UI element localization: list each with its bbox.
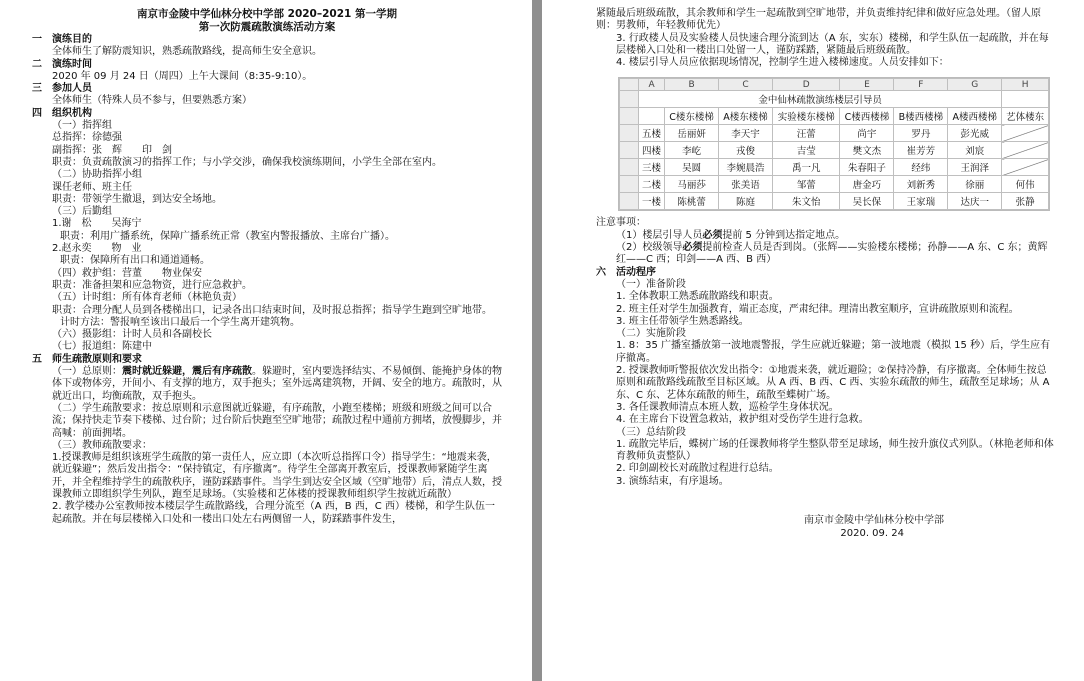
sheet-cell[interactable] [1002, 125, 1049, 142]
sheet-header-cell[interactable]: B楼西楼梯 [894, 108, 948, 125]
document-page-right[interactable] [542, 0, 1084, 681]
sheet-cell[interactable]: 王润泽 [948, 159, 1002, 176]
section-heading: 三 参加人员 [32, 83, 92, 95]
paragraph: （1）楼层引导人员必须提前 5 分钟到达指定地点。 [616, 229, 846, 241]
sheet-cell[interactable]: 陈庭 [719, 193, 773, 210]
sheet-cell[interactable]: 马丽莎 [665, 176, 719, 193]
paragraph: 1. 8：35 广播室播放第一波地震警报，学生应就近躲避；第一波地震（模拟 15 秒）后，学生应有序撤离。 [616, 340, 1051, 364]
paragraph: 职责：合理分配人员到各楼梯出口，记录各出口结束时间，及时报总指挥；指导学生跑到空旷地带。 [52, 304, 492, 316]
subheading: （七）报道组：陈建中 [52, 341, 152, 353]
paragraph: 2. 印剑副校长对疏散过程进行总结。 [616, 463, 779, 475]
paragraph: 计时方法：警报响至该出口最后一个学生离开建筑物。 [60, 316, 300, 328]
table-row [620, 125, 1049, 142]
sheet-cell[interactable]: 吉莹 [772, 142, 839, 159]
sheet-column-letter[interactable]: H [1002, 79, 1049, 91]
sheet-cell[interactable]: 刘宸 [948, 142, 1002, 159]
sheet-header-cell[interactable]: 艺体楼东 [1002, 108, 1049, 125]
sheet-header-cell[interactable] [639, 108, 665, 125]
sheet-cell[interactable]: 李屹 [665, 142, 719, 159]
sheet-header-cell[interactable]: A楼西楼梯 [948, 108, 1002, 125]
paragraph: 1.谢 松 吴海宁 [52, 218, 142, 230]
sheet-header-cell[interactable]: C楼东楼梯 [665, 108, 719, 125]
sheet-row-number[interactable] [620, 193, 639, 210]
sheet-cell[interactable] [1002, 91, 1049, 108]
sheet-cell[interactable]: 四楼 [639, 142, 665, 159]
paragraph: 2. 教学楼办公室教师按本楼层学生疏散路线，合理分流至（A 西，B 西，C 西）楼梯，和学生队伍一起疏散。并在每层楼梯入口处和一楼出口处左右两侧留一人，防踩踏事件发生， [52, 501, 495, 525]
paragraph: 紧随最后班级疏散，其余教师和学生一起疏散到空旷地带，并负责维持纪律和做好应急处理。（留人原则：男教师，年轻教师优先） [596, 8, 1041, 32]
sheet-cell[interactable]: 汪蕾 [772, 125, 839, 142]
sheet-column-letter[interactable]: B [665, 79, 719, 91]
sheet-column-letter[interactable]: C [719, 79, 773, 91]
sheet-row-number[interactable] [620, 108, 639, 125]
paragraph: 全体师生了解防震知识，熟悉疏散路线，提高师生安全意识。 [52, 46, 322, 58]
sheet-cell[interactable]: 岳丽妍 [665, 125, 719, 142]
sheet-cell[interactable]: 李婉晨浩 [719, 159, 773, 176]
section-heading: 四 组织机构 [32, 107, 92, 119]
sheet-cell[interactable]: 徐丽 [948, 176, 1002, 193]
sheet-column-letter[interactable]: G [948, 79, 1002, 91]
sheet-column-letter[interactable]: F [894, 79, 948, 91]
signature-date: 2020. 09. 24 [840, 528, 904, 540]
paragraph: 职责：利用广播系统，保障广播系统正常（教室内警报播放、主席台广播）。 [60, 230, 395, 242]
table-row [620, 193, 1049, 210]
sheet-cell[interactable]: 朱文怡 [772, 193, 839, 210]
subheading: （三）后勤组 [52, 206, 112, 218]
paragraph: 总指挥：徐德强 [52, 132, 122, 144]
doc-title-line1: 南京市金陵中学仙林分校中学部 2020–2021 第一学期 [136, 8, 397, 20]
section-heading: 五 师生疏散原则和要求 [32, 353, 142, 365]
sheet-column-header-row [620, 79, 1049, 91]
sheet-cell[interactable]: 禹一凡 [772, 159, 839, 176]
paragraph: 职责：带领学生撤退，到达安全场地。 [52, 193, 222, 205]
sheet-row-number[interactable] [620, 176, 639, 193]
paragraph: 4. 在主席台下设置急救站，救护组对受伤学生进行急救。 [616, 414, 869, 426]
subheading: （四）救护组：营董 物业保安 [52, 267, 202, 279]
embedded-spreadsheet[interactable] [618, 77, 1050, 211]
sheet-cell[interactable]: 三楼 [639, 159, 665, 176]
paragraph: 3. 班主任带领学生熟悉路线。 [616, 315, 749, 327]
sheet-title-row [620, 91, 1049, 108]
sheet-title-cell[interactable]: 金中仙林疏散演练楼层引导员 [639, 91, 1002, 108]
sheet-header-row [620, 108, 1049, 125]
subheading: （二）协助指挥小组 [52, 169, 142, 181]
paragraph: 2.赵永奕 物 业 [52, 243, 142, 255]
subheading: （一）指挥组 [52, 120, 112, 132]
sheet-corner[interactable] [620, 79, 639, 91]
sheet-cell[interactable]: 吴圆 [665, 159, 719, 176]
sheet-cell[interactable]: 崔芳芳 [894, 142, 948, 159]
sheet-column-letter[interactable]: A [639, 79, 665, 91]
sheet-cell[interactable]: 唐金巧 [840, 176, 894, 193]
sheet-cell[interactable]: 李天宇 [719, 125, 773, 142]
section-heading: 一 演练目的 [32, 34, 92, 45]
guide-table [619, 78, 1049, 210]
doc-title-line2: 第一次防震疏散演练活动方案 [198, 21, 336, 33]
document-page-left[interactable] [0, 0, 532, 681]
sheet-row-number[interactable] [620, 142, 639, 159]
table-row [620, 142, 1049, 159]
sheet-cell[interactable]: 张静 [1002, 193, 1049, 210]
paragraph: 4. 楼层引导人员应依据现场情况，控制学生进入楼梯速度。人员安排如下： [616, 57, 949, 69]
sheet-cell[interactable]: 陈桃蕾 [665, 193, 719, 210]
sheet-row-number[interactable] [620, 125, 639, 142]
paragraph: （二）学生疏散要求：按总原则和示意图就近躲避，有序疏散，小跑至楼梯；班级和班级之间可以合流；保持快走节奏下楼梯、过台阶；过台阶后快跑至空旷地带；疏散过程中通前方拥堵，放慢脚步，并高喊：前面拥堵。 [52, 402, 502, 439]
paragraph: 全体师生（特殊人员不参与，但要熟悉方案） [52, 95, 252, 107]
paragraph: 职责：准备担架和应急物资，进行应急救护。 [52, 279, 252, 291]
paragraph: 2. 授课教师听警报依次发出指令：①地震来袭，就近避险；②保持冷静，有序撤离。全体师生按总原则和疏散路线疏散至目标区域。从 A 西、B 西、C 西、实验东疏散的师生，疏散至足球场；从 A 东、C 东、艺体东疏散的师生，疏散至蝶树广场。 [616, 365, 1050, 401]
sheet-cell[interactable] [1002, 159, 1049, 176]
paragraph: 职责：保障所有出口和通道通畅。 [60, 255, 210, 267]
sheet-cell[interactable]: 刘新秀 [894, 176, 948, 193]
sheet-cell[interactable]: 吴长保 [840, 193, 894, 210]
emphasis: 震时就近躲避，震后有序疏散 [122, 366, 252, 378]
emphasis: 必须 [682, 242, 703, 254]
paragraph: 3. 行政楼人员及实验楼人员快速合理分流到达（A 东，实东）楼梯，和学生队伍一起疏散，并在每层楼梯入口处和一楼出口处留一人，谨防踩踏，紧随最后班级疏散。 [616, 32, 1049, 56]
paragraph: 课任老师、班主任 [52, 181, 132, 193]
sheet-cell[interactable]: 经纬 [894, 159, 948, 176]
emphasis: 必须 [702, 229, 723, 241]
table-row [620, 159, 1049, 176]
paragraph: 2. 班主任对学生加强教育，端正态度，严肃纪律。理清出教室顺序，宣讲疏散原则和流程。 [616, 303, 1019, 315]
subheading: （六）摄影组：计时人员和各副校长 [52, 329, 212, 341]
paragraph: 1. 全体教职工熟悉疏散路线和职责。 [616, 291, 779, 303]
subheading: （三）总结阶段 [616, 426, 686, 438]
sheet-column-letter[interactable]: E [840, 79, 894, 91]
sheet-cell[interactable] [1002, 142, 1049, 159]
paragraph: 1. 疏散完毕后，蝶树广场的任课教师将学生整队带至足球场，师生按升旗仪式列队。（林艳老师和体育教师负责整队） [616, 438, 1054, 463]
paragraph: 1.授课教师是组织该班学生疏散的第一责任人，应立即（本次听总指挥口令）指导学生：“地震来袭，就近躲避”；然后发出指令：“保持镇定，有序撤离”。待学生全部离开教室后，授课教师紧随学生离开，并全程维持学生的疏散秩序，谨防踩踏事件。当学生到达安全区域（空旷地带）后，清点人数，授课教师立即组织学生列队，跑至足球场。（实验楼和艺体楼的授课教师组织学生按就近疏散） [52, 452, 502, 500]
sheet-header-cell[interactable]: C楼西楼梯 [840, 108, 894, 125]
paragraph: 3. 演练结束，有序退场。 [616, 475, 729, 487]
sheet-cell[interactable]: 一楼 [639, 193, 665, 210]
sheet-header-cell[interactable]: A楼东楼梯 [719, 108, 773, 125]
sheet-cell[interactable]: 何伟 [1002, 176, 1049, 193]
paragraph: （2）校级领导必须提前检查人员是否到岗。（张辉——实验楼东楼梯；孙静——A 东、C 东；黄辉红——C 西；印剑——A 西、B 西） [616, 242, 1048, 266]
paragraph: 2020 年 09 月 24 日（周四）上午大课间（8:35-9:10）。 [52, 70, 313, 82]
signature-org: 南京市金陵中学仙林分校中学部 [804, 515, 944, 527]
sheet-cell[interactable]: 罗丹 [894, 125, 948, 142]
sheet-row-number[interactable] [620, 159, 639, 176]
sheet-cell[interactable]: 五楼 [639, 125, 665, 142]
paragraph: 职责：负责疏散演习的指挥工作；与小学交涉，确保我校演练期间，小学生全部在室内。 [52, 156, 442, 168]
sheet-cell[interactable]: 邹蕾 [772, 176, 839, 193]
subheading: （五）计时组：所有体育老师（林艳负责） [52, 292, 242, 304]
sheet-cell[interactable]: 张美语 [719, 176, 773, 193]
sheet-cell[interactable]: 樊文杰 [840, 142, 894, 159]
subheading: （一）准备阶段 [616, 278, 686, 290]
sheet-cell[interactable]: 朱春阳子 [840, 159, 894, 176]
sheet-header-cell[interactable]: 实验楼东楼梯 [772, 108, 839, 125]
paragraph: 副指挥：张 辉 印 剑 [52, 144, 172, 156]
subheading: （二）实施阶段 [616, 328, 686, 340]
section-heading: 二 演练时间 [32, 58, 92, 70]
table-row [620, 176, 1049, 193]
sheet-cell[interactable]: 尚宇 [840, 125, 894, 142]
sheet-row-number[interactable] [620, 91, 639, 108]
section-heading: 六 活动程序 [596, 266, 656, 278]
sheet-cell[interactable]: 王家瑞 [894, 193, 948, 210]
sheet-cell[interactable]: 戎俊 [719, 142, 773, 159]
sheet-cell[interactable]: 彭光威 [948, 125, 1002, 142]
sheet-cell[interactable]: 二楼 [639, 176, 665, 193]
subheading: 注意事项： [596, 217, 646, 229]
paragraph: （一）总原则：震时就近躲避，震后有序疏散。躲避时，室内要选择结实、不易倾倒、能掩护身体的物体下或物体旁，开间小、有支撑的地方，双手抱头；室外远离建筑物，开阔、安全的地方。疏散时，从就近出口，均衡疏散，双手抱头。 [52, 366, 502, 402]
subheading: （三）教师疏散要求： [52, 439, 152, 451]
paragraph: 3. 各任课教师清点本班人数，巡检学生身体状况。 [616, 401, 839, 413]
sheet-cell[interactable]: 达庆一 [948, 193, 1002, 210]
sheet-column-letter[interactable]: D [772, 79, 839, 91]
